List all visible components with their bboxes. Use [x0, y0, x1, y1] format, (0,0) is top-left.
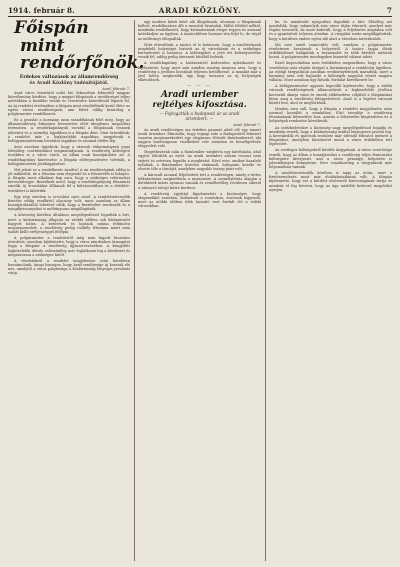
paragraph: A közönség körében általános megelégedéssel fogadták a hírt, mert a közbiztonság állapota az utóbbi időben sok kívánnivalót hagyott hátra. A betörések és lopások száma feltűnően megszaporodott, a rendőrség pedig csekély létszáma miatt nem tudott kellő erélyességgel fellépni. [8, 213, 130, 234]
paragraph: be, és mindenütt nyugodtan fogadták a hírt. Előzőleg azt gondolták, hogy valamelyik más város útján érkezett, amelyet már régóta kerestek, de most kiderült, hogy a feljelentés alaptalan volt és a gyanúsított teljesen ártatlan. A vizsgálat során megállapították, hogy a kérdéses ember egész idő alatt a városban tartózkodott. [269, 20, 392, 41]
paragraph: Mint értesülünk, a tanács el is határozta, hogy a rendőrségnek megfelelő helyiséget biztosít az új városházán és a szükséges berendezést is beszerzi. A költségeket a jövő évi költségvetésbe veszik fel, addig pedig átmeneti hitelből fedezik. [138, 42, 261, 60]
paragraph: A rendőrtisztviselők körében is nagy az öröm, mert a fizetésrendezés most már elodázhatatlanná vált. A főispán kijelentette, hogy ezt a kérdést elsőrendű fontosságúnak tartja és mindent el fog követni, hogy az ügy mielőbb kedvező megoldást nyerjen. [269, 171, 392, 192]
article-title-line-2: mint rendőrfőnök. [20, 36, 145, 73]
paragraph: Az aradi rendőrségen ma érdekes panaszt adott elő egy ismert aradi úriember. Elmondta, hogy tegnap este a Budapestről érkezett vonaton megismerkedett egy elegánsan öltözött fiatalemberrel, aki nagyon barátságosan viselkedett vele szemben és beszélgetésbe elegyedett vele. [138, 127, 261, 149]
section-dateline: Arad, február 7. [233, 123, 261, 128]
paragraph: A rendőrkapitány a határozatról kedvezően nyilatkozott és kijelentette, hogy most már minden remény megvan arra, hogy a rendőrség a jövőben hivatását teljesen betölthesse. A munkát már a jövő héten megkezdik, úgy hogy tavaszra az új helyiségek elkészülnek. [138, 61, 261, 83]
paragraph: A károsult azonnal feljelentést tett a rendőrségen, amely a tettes felkutatására megindította a nyomozást. A személyleírás alapján a detektívek máris nyomon vannak és remélhetőleg rövidesen sikerül a vakmerő tolvajt kézre keríteni. [138, 173, 261, 190]
column-2 [138, 20, 261, 561]
paragraph: egy modern kávéi kávé alá illegálisnak, ahonnan a főispánnak kellett, rendelkezésre állt a mondott hivatalok. Millió feltétel nélkül, mindenki rendelkezett, hogy kívánalmának eleget tegyen és azonnal intézkedjen az ügyben. A tanácsülésen hosszas vita folyt le, de végül az indítványt elfogadták. [138, 20, 261, 41]
paragraph: Az esetleges költségekről később tárgyalnak. A város vezetősége reméli, hogy az állam a hozzájárulást a rendőrség teljes fenntartási költségeire kiterjeszti, ami a város pénzügyi helyzetén is jelentékenyen könnyítene. Erre vonatkozólag a tárgyalások már folyamatban vannak. [269, 148, 392, 169]
section-subtitle [138, 111, 261, 121]
newspaper-name: ARADI KÖZLÖNY. [158, 6, 242, 15]
section-title: Aradi uriember [160, 90, 239, 101]
page-number: 7 [386, 6, 392, 15]
paragraph: A rendőrség egyúttal figyelmezteti a közönséget, hogy idegenekkel szemben, különösen a vonatokon, óvatosak legyenek, mert az utóbbi időben több hasonló eset fordult elő a vidéki városokban. [138, 191, 261, 209]
section-title-line-2: rejtélyes kifosztása. [152, 100, 247, 111]
column-divider [265, 20, 266, 561]
section-separator: — — — [187, 82, 212, 88]
paragraph: Mit jelent ez a rendelkezés Aradra? A mi rendőrségünk eddig is jól működött, de a létszám nem elegendő és a felszerelés is hiányos. A főispán most alkalmat kap arra, hogy a szükséges reformokat keresztülvigye. Beszélnek arról, hogy a rendőrlegénység létszámát emelik, új őrszobákat állítanak fel a külvárosokban és a detektív-testületet is kibővítik. [8, 167, 130, 193]
paragraph: A polgármester a rendeletről még nem kapott hivatalos értesítést, azonban kijelentette, hogy a város mindenben támogatni fogja a főispánt a rendőrség újjászervezésében. A közgyűlés legközelebbi ülésén valószínűleg már foglalkozni fog a kérdéssel és megszavazza a szükséges hitelt. [8, 236, 130, 257]
section-subtitle-line-1: — Fojtogatták a budapesti úr az aradi [159, 111, 240, 117]
paragraph: Ma este ismét tanácsülés volt, amelyen a polgármester részletesen beszámolt a helyzetről. A tanács tagjai élénk érdeklődéssel hallgatták a beszámolót és több kérdést intéztek hozzá. A polgármester mindegyikre kimerítő választ adott. [269, 42, 392, 60]
paragraph: Egy régi sérelem is orvoslást nyer ezzel. A rendőrtisztviselők fizetése eddig rendkívül alacsony volt, most azonban az állam hozzájárulásából lehetővé válik, hogy a fizetéseket rendezzék és a nyugdíjviszonyokat is méltányosan megállapítsák. [8, 194, 130, 212]
article-dateline: Arad, február 7. [102, 87, 130, 91]
paragraph: Arra azonban ügyelnek, hogy a városok önkormányzati jogai lehetőleg csorbítatlanul megmaradjanak. A rendőrség költségeit továbbra is a város viseli, az állam csak hozzájárulást ad. A rendőrkapitány kinevezése a főispán előterjesztésére történik, a belügyminiszter jóváhagyásával. [8, 145, 130, 166]
paragraph: Megérkezésük után a fiatalember meghívta egy kávéházba, ahol együtt töltötték az estét. Az aradi úriember semmi rosszat nem sejtett és szívesen fogadta a meghívást. Késő este, amikor hazafelé indultak, a fiatalember hirtelen rátámadt, fojtogatni kezdte és elvette tőle a tárcáját, amelyben nagyobb összeg pénz volt. [138, 150, 261, 171]
article-subtitle-line-2: és Aradi Közlöny tudósítójától. [29, 80, 109, 86]
issue-date: 1914. február 8. [8, 6, 75, 15]
paragraph: Ezzel kapcsolatban nem érdektelen megemlíteni, hogy a város vezetősége már régóta tárgyal a kormánnyal a rendőrség ügyében. Az eddigi tárgyalások azonban eredménytelenek maradtak, mert a kormány nem volt hajlandó a költségek nagyobb részét magára vállalni. Most azonban úgy látszik, fordulat következett be. [269, 61, 392, 83]
paragraph: A belügyminiszter ugyanis legutóbb kijelentette, hogy a vidéki városok rendőrségének államosítását a legközelebbi jövőben keresztül akarja vinni és ennek előkészítése céljából a főispánokat bízza meg a rendőrség felügyeletével. Arad is a legelső városok között lesz, ahol ez megtörténik. [269, 84, 392, 105]
paragraph: A részletekről a rendelet megjelenése után bővebben beszámolunk. Annyi bizonyos, hogy Arad rendőrsége új korszak elé néz, amelytől a város polgársága a közbiztonság lényeges javulását várja. [8, 258, 130, 276]
header-rule [8, 16, 392, 17]
article-subtitle: Érdekes változások az államrendőrség [19, 75, 119, 80]
column-3 [269, 20, 392, 561]
paragraph: Az intézkedéseket a közönség nagy megelégedéssel fogadja és mindenki reméli, hogy a közbiztonság ezáltal lényegesen javulni fog. A kereskedők és iparosok testülete már üdvözlő feliratot intézett a főispánhoz, amelyben köszönetet mond a város érdekében tett lépéseiért. [269, 125, 392, 147]
paragraph: Ez a javaslat a kormány azon szándékának felel meg, hogy az államrendőrség fokozatos bevezetése előtt ideiglenes megoldást teremtsen. A rendőrkapitányok ezentúl a főispánnak tesznek jelentést és a személyi ügyekben is a főispán dönt. Mint értesülünk, a rendelet már a legközelebbi napokban megjelenik a belügyminisztérium hivatalos lapjában és azonnal életbe lép. [8, 118, 130, 143]
paragraph: Minden arra vall, hogy a főispán a rendelet megjelenése után azonnal hozzálát a munkához. Első teendője a rendőrség létszámának felemelése lesz, azután a felszerelés kiegészítése és a helyiségek rendezése következik. [269, 106, 392, 124]
paragraph: Arad város leiratáról szóló hír, fokozottan felmerült magyar közvélemény kérdése, hogy a megyei főispánok a rendőrséget teljes mértékben a kezükbe veszik és vezetésére közvetlenül lépnek fel. Az új rendelet értelmében a főispán mint rendőrfőnök kerül élére az egész városi rendőrségnek, ami felett eddig kizárólag a polgármester rendelkezett. [8, 91, 130, 116]
section-subtitle-line-2: úriembert. — [185, 116, 214, 122]
article-title: Főispán [14, 18, 89, 38]
column-divider [134, 20, 135, 561]
column-1 [8, 18, 145, 561]
